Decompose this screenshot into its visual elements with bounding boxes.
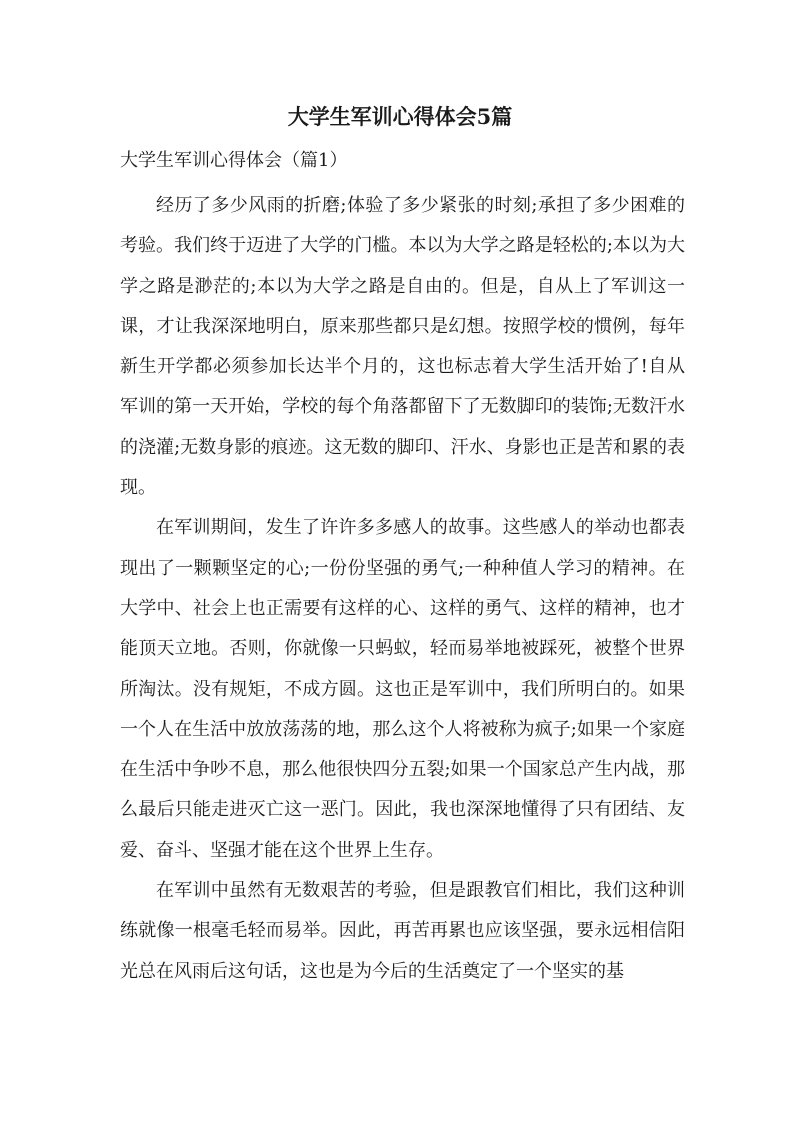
paragraph-1: 经历了多少风雨的折磨;体验了多少紧张的时刻;承担了多少困难的考验。我们终于迈进了大学的门槛。本以为大学之路是轻松的;本以为大学之路是渺茫的;本以为大学之路是自由的。但是，自从上了军训这一课，才让我深深地明白，原来那些都只是幻想。按照学校的惯例，每年新生开学都必须参加长达半个月的，这也标志着大学生活开始了!自从军训的第一天开始，学校的每个角落都留下了无数脚印的装饰;无数汗水的浇灌;无数身影的痕迹。这无数的脚印、汗水、身影也正是苦和累的表现。	[120, 195, 685, 499]
document-body	[120, 186, 685, 992]
paragraph-3: 在军训中虽然有无数艰苦的考验，但是跟教官们相比，我们这种训练就像一根毫毛轻而易举。因此，再苦再累也应该坚强，要永远相信阳光总在风雨后这句话，这也是为今后的生活奠定了一个坚实的基	[120, 880, 685, 982]
section-heading: 大学生军训心得体会（篇1）	[120, 150, 348, 171]
paragraph-2: 在军训期间，发生了许许多多感人的故事。这些感人的举动也都表现出了一颗颗坚定的心;一份份坚强的勇气;一种种值人学习的精神。在大学中、社会上也正需要有这样的心、这样的勇气、这样的精神，也才能顶天立地。否则，你就像一只蚂蚁，轻而易举地被踩死，被整个世界所淘汰。没有规矩，不成方圆。这也正是军训中，我们所明白的。如果一个人在生活中放放荡荡的地，那么这个人将被称为疯子;如果一个家庭在生活中争吵不息，那么他很快四分五裂;如果一个国家总产生内战，那么最后只能走进灭亡这一恶门。因此，我也深深地懂得了只有团结、友爱、奋斗、坚强才能在这个世界上生存。	[120, 517, 685, 861]
document-title: 大学生军训心得体会5篇	[287, 104, 513, 129]
